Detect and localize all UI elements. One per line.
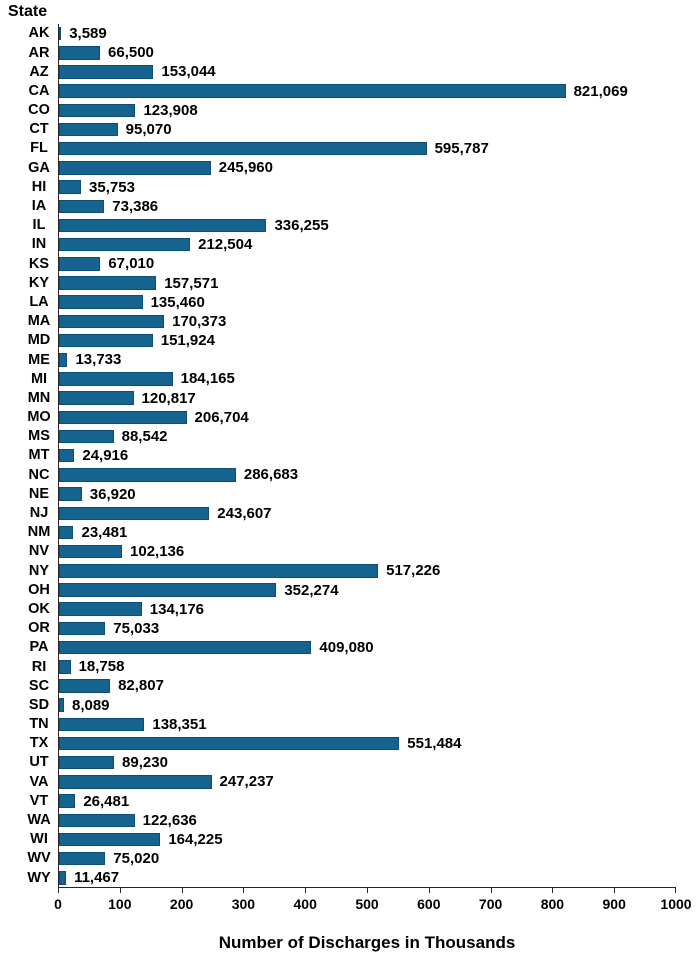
y-axis-title: State	[8, 3, 48, 20]
bar-row	[0, 216, 700, 235]
bar-row	[0, 389, 700, 408]
bar	[59, 564, 378, 578]
state-label: NM	[27, 524, 51, 541]
bar-track	[58, 619, 676, 638]
bar-track	[58, 504, 676, 523]
x-axis-tick	[614, 888, 615, 893]
bar-track	[58, 600, 676, 619]
state-label: PA	[29, 639, 49, 656]
value-label: 66,500	[108, 44, 154, 62]
bar-row	[0, 254, 700, 273]
value-label: 75,020	[113, 850, 160, 868]
value-label: 821,069	[573, 82, 628, 100]
state-label: NC	[28, 466, 50, 483]
bar-row	[0, 369, 700, 388]
bar-row	[0, 331, 700, 350]
bar-track	[58, 753, 676, 772]
value-label: 151,924	[160, 332, 215, 350]
state-label: KS	[28, 255, 50, 272]
bar	[59, 257, 100, 271]
bar	[59, 871, 66, 885]
value-label: 13,733	[75, 351, 122, 369]
state-label: AK	[28, 25, 50, 42]
state-label: VA	[29, 773, 49, 790]
state-label: IA	[31, 198, 47, 215]
bar-track	[58, 542, 676, 561]
bar	[59, 219, 266, 233]
state-label: OR	[28, 620, 50, 637]
x-axis-tick	[243, 888, 244, 893]
x-axis-tick	[367, 888, 368, 893]
bar	[59, 315, 164, 329]
bar-track	[58, 715, 676, 734]
value-label: 120,817	[141, 389, 196, 407]
x-axis-title: Number of Discharges in Thousands	[218, 933, 516, 953]
bar-row	[0, 657, 700, 676]
bar-row	[0, 446, 700, 465]
bar-track	[58, 657, 676, 676]
state-label: GA	[28, 159, 50, 176]
x-axis-tick-label: 1000	[660, 896, 692, 913]
bar-track	[58, 82, 676, 101]
value-label: 26,481	[83, 792, 130, 810]
value-label: 102,136	[130, 543, 185, 561]
state-label: WY	[27, 869, 51, 886]
bar-track	[58, 696, 676, 715]
value-label: 247,237	[219, 773, 274, 791]
value-label: 122,636	[142, 811, 197, 829]
bar-row	[0, 676, 700, 695]
bar	[59, 27, 61, 41]
state-label: SD	[28, 696, 50, 713]
bar	[59, 276, 156, 290]
value-label: 36,920	[89, 485, 136, 503]
value-label: 95,070	[125, 121, 172, 139]
bar-row	[0, 427, 700, 446]
bar-row	[0, 120, 700, 139]
x-axis-tick	[58, 888, 59, 893]
bar-row	[0, 62, 700, 81]
bar-track	[58, 293, 676, 312]
value-label: 88,542	[121, 428, 168, 446]
bar-track	[58, 561, 676, 580]
bar	[59, 622, 105, 636]
value-label: 35,753	[89, 178, 135, 196]
bar-track	[58, 350, 676, 369]
state-label: NY	[28, 562, 50, 579]
bar-row	[0, 849, 700, 868]
state-label: CT	[29, 121, 49, 138]
bar	[59, 698, 64, 712]
bar-row	[0, 408, 700, 427]
x-axis-tick-label: 100	[108, 896, 132, 913]
bar-row	[0, 197, 700, 216]
value-label: 24,916	[82, 447, 129, 465]
x-axis-tick-label: 500	[355, 896, 379, 913]
value-label: 157,571	[164, 274, 219, 292]
state-label: MI	[30, 370, 48, 387]
value-label: 212,504	[198, 236, 253, 254]
bar	[59, 449, 74, 463]
state-label: AR	[28, 44, 50, 61]
bar-track	[58, 580, 676, 599]
bar-track	[58, 273, 676, 292]
x-axis-tick-label: 300	[231, 896, 256, 913]
bar-track	[58, 638, 676, 657]
bar	[59, 411, 187, 425]
bar	[59, 602, 142, 616]
value-label: 75,033	[113, 619, 160, 637]
bar-track	[58, 24, 676, 43]
bar-row	[0, 542, 700, 561]
value-label: 206,704	[194, 408, 249, 426]
value-label: 123,908	[143, 101, 198, 119]
state-label: FL	[30, 140, 48, 157]
state-label: NV	[28, 543, 50, 560]
state-label: TN	[29, 716, 49, 733]
state-label: OK	[28, 600, 50, 617]
bar	[59, 583, 276, 597]
bar-row	[0, 293, 700, 312]
value-label: 551,484	[407, 735, 462, 753]
state-label: MS	[28, 428, 50, 445]
bar	[59, 641, 311, 655]
bar	[59, 123, 118, 137]
bar	[59, 65, 153, 79]
bar-row	[0, 312, 700, 331]
bar	[59, 756, 114, 770]
bar-track	[58, 216, 676, 235]
value-label: 170,373	[172, 312, 227, 330]
bar-row	[0, 772, 700, 791]
bar-track	[58, 254, 676, 273]
x-axis-tick-label: 600	[417, 896, 441, 913]
bar-track	[58, 369, 676, 388]
bar-track	[58, 676, 676, 695]
bar-track	[58, 389, 676, 408]
bar-track	[58, 811, 676, 830]
bar-row	[0, 830, 700, 849]
bar-row	[0, 753, 700, 772]
value-label: 184,165	[180, 370, 235, 388]
value-label: 135,460	[150, 293, 205, 311]
x-axis-tick-label: 800	[540, 896, 565, 913]
bar-track	[58, 772, 676, 791]
bar-track	[58, 792, 676, 811]
bar-row	[0, 600, 700, 619]
state-label: IL	[32, 217, 46, 234]
bar-track	[58, 523, 676, 542]
bar-track	[58, 62, 676, 81]
bar	[59, 430, 114, 444]
bar	[59, 679, 110, 693]
bar	[59, 104, 135, 118]
bar-row	[0, 619, 700, 638]
bar-track	[58, 830, 676, 849]
state-label: MN	[27, 389, 51, 406]
bar	[59, 161, 211, 175]
bar-track	[58, 427, 676, 446]
value-label: 82,807	[118, 677, 164, 695]
state-label: MT	[28, 447, 50, 464]
state-label: MA	[27, 313, 51, 330]
state-label: OH	[28, 581, 50, 598]
x-axis-tick	[552, 888, 553, 893]
bar-row	[0, 24, 700, 43]
bar	[59, 238, 190, 252]
bar	[59, 180, 81, 194]
bar	[59, 200, 104, 214]
bar-row	[0, 696, 700, 715]
bar-track	[58, 197, 676, 216]
state-label: SC	[28, 677, 50, 694]
value-label: 164,225	[168, 830, 223, 848]
state-label: MD	[27, 332, 51, 349]
x-axis-tick	[305, 888, 306, 893]
value-label: 8,089	[71, 696, 110, 714]
bar-row	[0, 734, 700, 753]
bar-row	[0, 715, 700, 734]
bar-row	[0, 504, 700, 523]
bar	[59, 814, 135, 828]
bar	[59, 852, 105, 866]
value-label: 517,226	[386, 562, 441, 580]
state-label: LA	[29, 293, 49, 310]
value-label: 138,351	[152, 715, 207, 733]
value-label: 67,010	[108, 255, 155, 273]
bar-track	[58, 849, 676, 868]
value-label: 336,255	[274, 216, 329, 234]
state-label: ME	[28, 351, 50, 368]
value-label: 23,481	[81, 523, 128, 541]
bar-track	[58, 868, 676, 887]
bar	[59, 526, 73, 540]
state-label: NE	[28, 485, 50, 502]
state-label: UT	[29, 754, 49, 771]
bar-row	[0, 82, 700, 101]
plot-area	[0, 24, 700, 887]
value-label: 3,589	[69, 25, 107, 43]
x-axis-tick-label: 700	[478, 896, 503, 913]
bar	[59, 142, 427, 156]
bar-row	[0, 350, 700, 369]
value-label: 73,386	[112, 197, 159, 215]
value-label: 286,683	[243, 466, 299, 484]
value-label: 243,607	[217, 504, 272, 522]
x-axis-tick-label: 200	[169, 896, 194, 913]
bar-row	[0, 235, 700, 254]
bar	[59, 391, 134, 405]
value-label: 245,960	[218, 159, 273, 177]
bar	[59, 372, 173, 386]
bar-track	[58, 139, 676, 158]
value-label: 153,044	[161, 63, 216, 81]
bar	[59, 737, 399, 751]
bar-row	[0, 792, 700, 811]
bar	[59, 353, 67, 367]
bar-track	[58, 312, 676, 331]
x-axis-tick	[120, 888, 121, 893]
bar-row	[0, 158, 700, 177]
bar-track	[58, 158, 676, 177]
bar	[59, 46, 100, 60]
state-label: TX	[29, 735, 49, 752]
bar-track	[58, 178, 676, 197]
bar	[59, 507, 209, 521]
x-axis-tick	[429, 888, 430, 893]
state-label: WI	[30, 831, 48, 848]
value-label: 134,176	[149, 600, 205, 618]
value-label: 352,274	[284, 581, 339, 599]
bar-row	[0, 523, 700, 542]
bar	[59, 487, 82, 501]
bar-row	[0, 580, 700, 599]
x-axis-tick	[675, 888, 676, 893]
bar-track	[58, 235, 676, 254]
bar-track	[58, 485, 676, 504]
bar-row	[0, 139, 700, 158]
state-label: CO	[28, 102, 50, 119]
state-label: WA	[27, 812, 51, 829]
state-label: CA	[28, 82, 50, 99]
value-label: 11,467	[74, 869, 120, 887]
state-label: NJ	[29, 505, 49, 522]
bar	[59, 833, 160, 847]
bar	[59, 718, 144, 732]
value-label: 595,787	[434, 140, 489, 158]
bar-row	[0, 561, 700, 580]
bar-row	[0, 485, 700, 504]
bar-row	[0, 868, 700, 887]
bar-track	[58, 101, 676, 120]
x-axis-tick-label: 900	[602, 896, 626, 913]
bar	[59, 295, 143, 309]
bar-track	[58, 331, 676, 350]
state-label: MO	[27, 409, 51, 426]
state-label: AZ	[29, 63, 49, 80]
state-label: HI	[31, 178, 47, 195]
x-axis-tick-label: 400	[293, 896, 317, 913]
x-axis	[54, 887, 692, 919]
bar-track	[58, 43, 676, 62]
bar-track	[58, 408, 676, 427]
bar-track	[58, 465, 676, 484]
bar	[59, 84, 566, 98]
bar-row	[0, 638, 700, 657]
bar-row	[0, 101, 700, 120]
bar-row	[0, 811, 700, 830]
bar-track	[58, 734, 676, 753]
state-label: RI	[31, 658, 47, 675]
bar-row	[0, 465, 700, 484]
state-label: IN	[31, 236, 47, 253]
bar-row	[0, 43, 700, 62]
state-label: VT	[29, 792, 49, 809]
bar-row	[0, 273, 700, 292]
bar	[59, 545, 122, 559]
bar-track	[58, 120, 676, 139]
x-axis-tick-label: 0	[54, 896, 62, 913]
bar	[59, 660, 71, 674]
bar	[59, 775, 212, 789]
bar-track	[58, 446, 676, 465]
bar	[59, 468, 236, 482]
bar-row	[0, 178, 700, 197]
value-label: 89,230	[122, 754, 168, 772]
value-label: 18,758	[78, 658, 125, 676]
state-label: WV	[27, 850, 51, 867]
value-label: 409,080	[319, 639, 374, 657]
state-label: KY	[28, 274, 50, 291]
bar	[59, 794, 75, 808]
x-axis-tick	[491, 888, 492, 893]
x-axis-tick	[182, 888, 183, 893]
bar	[59, 334, 153, 348]
